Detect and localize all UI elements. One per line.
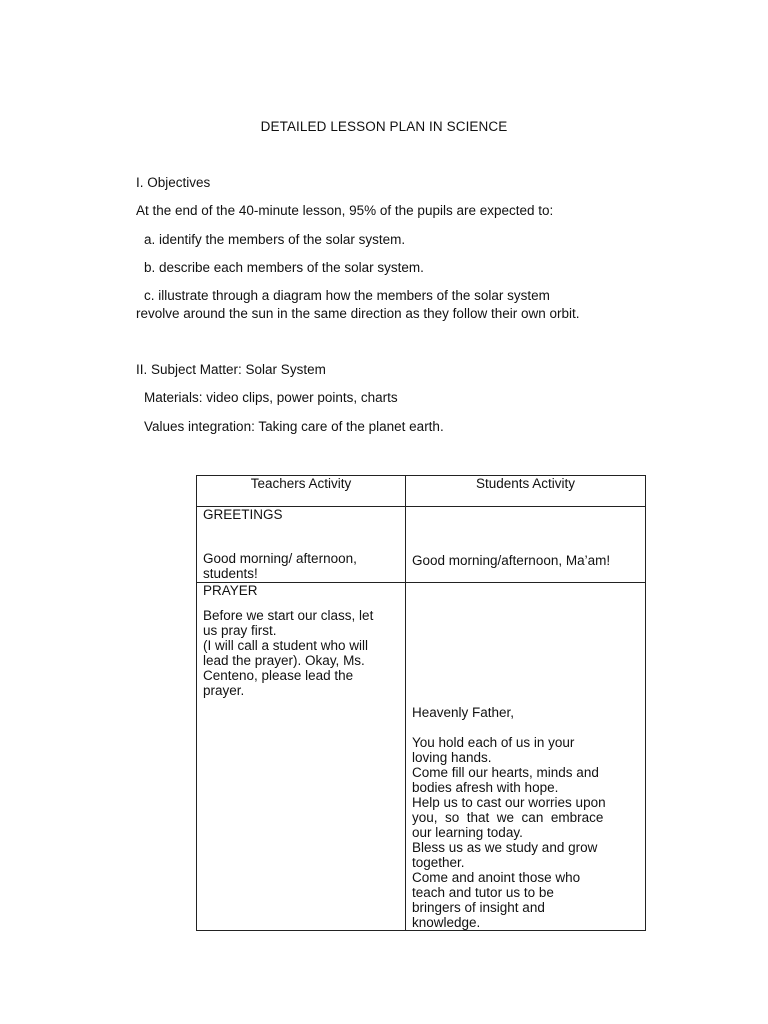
prayer-student-line: Come fill our hearts, minds and bbox=[412, 765, 599, 780]
header-teachers-activity: Teachers Activity bbox=[197, 476, 406, 507]
prayer-student-line: knowledge. bbox=[412, 915, 481, 930]
objectives-heading: I. Objectives bbox=[136, 175, 211, 190]
prayer-student-cell bbox=[406, 583, 646, 931]
greetings-student-cell bbox=[406, 507, 646, 583]
objective-c-line1: c. illustrate through a diagram how the members of the solar system bbox=[144, 288, 550, 303]
activity-table bbox=[196, 475, 646, 931]
objective-b: b. describe each members of the solar system. bbox=[144, 260, 424, 275]
prayer-teacher-line: us pray first. bbox=[203, 623, 277, 638]
prayer-teacher-line: Centeno, please lead the bbox=[203, 668, 354, 683]
objective-a: a. identify the members of the solar system. bbox=[144, 232, 406, 247]
prayer-student-line: teach and tutor us to be bbox=[412, 885, 554, 900]
document-title: DETAILED LESSON PLAN IN SCIENCE bbox=[260, 119, 508, 134]
prayer-teacher-line: Before we start our class, let bbox=[203, 608, 374, 623]
prayer-teacher-line: prayer. bbox=[203, 683, 245, 698]
prayer-label: PRAYER bbox=[203, 583, 258, 598]
prayer-student-line: You hold each of us in your bbox=[412, 735, 575, 750]
table-row bbox=[197, 583, 646, 931]
prayer-student-line: Bless us as we study and grow bbox=[412, 840, 598, 855]
table-header-row bbox=[197, 476, 646, 507]
prayer-student-line: you, so that we can embrace bbox=[412, 810, 604, 825]
prayer-student-line: bodies afresh with hope. bbox=[412, 780, 559, 795]
prayer-teacher-cell bbox=[197, 583, 406, 931]
prayer-student-line: together. bbox=[412, 855, 465, 870]
greetings-teacher-line2: students! bbox=[203, 566, 258, 581]
prayer-teacher-line: (I will call a student who will bbox=[203, 638, 369, 653]
table-row bbox=[197, 507, 646, 583]
subject-matter: II. Subject Matter: Solar System bbox=[136, 362, 326, 377]
values-integration: Values integration: Taking care of the planet earth. bbox=[144, 419, 444, 434]
greetings-teacher-line1: Good morning/ afternoon, bbox=[203, 551, 357, 566]
prayer-student-line: loving hands. bbox=[412, 750, 492, 765]
prayer-student-line: Come and anoint those who bbox=[412, 870, 581, 885]
prayer-teacher-line: lead the prayer). Okay, Ms. bbox=[203, 653, 365, 668]
greetings-student-text: Good morning/afternoon, Ma’am! bbox=[412, 553, 611, 568]
header-students-activity: Students Activity bbox=[406, 476, 646, 507]
prayer-student-line: Heavenly Father, bbox=[412, 705, 515, 720]
materials: Materials: video clips, power points, charts bbox=[144, 390, 398, 405]
prayer-student-line: our learning today. bbox=[412, 825, 523, 840]
objectives-intro: At the end of the 40-minute lesson, 95% of the pupils are expected to: bbox=[136, 203, 554, 218]
objective-c-line2: revolve around the sun in the same direction as they follow their own orbit. bbox=[136, 306, 580, 321]
prayer-student-line: Help us to cast our worries upon bbox=[412, 795, 606, 810]
greetings-label: GREETINGS bbox=[203, 507, 283, 522]
prayer-student-line: bringers of insight and bbox=[412, 900, 545, 915]
greetings-teacher-cell bbox=[197, 507, 406, 583]
